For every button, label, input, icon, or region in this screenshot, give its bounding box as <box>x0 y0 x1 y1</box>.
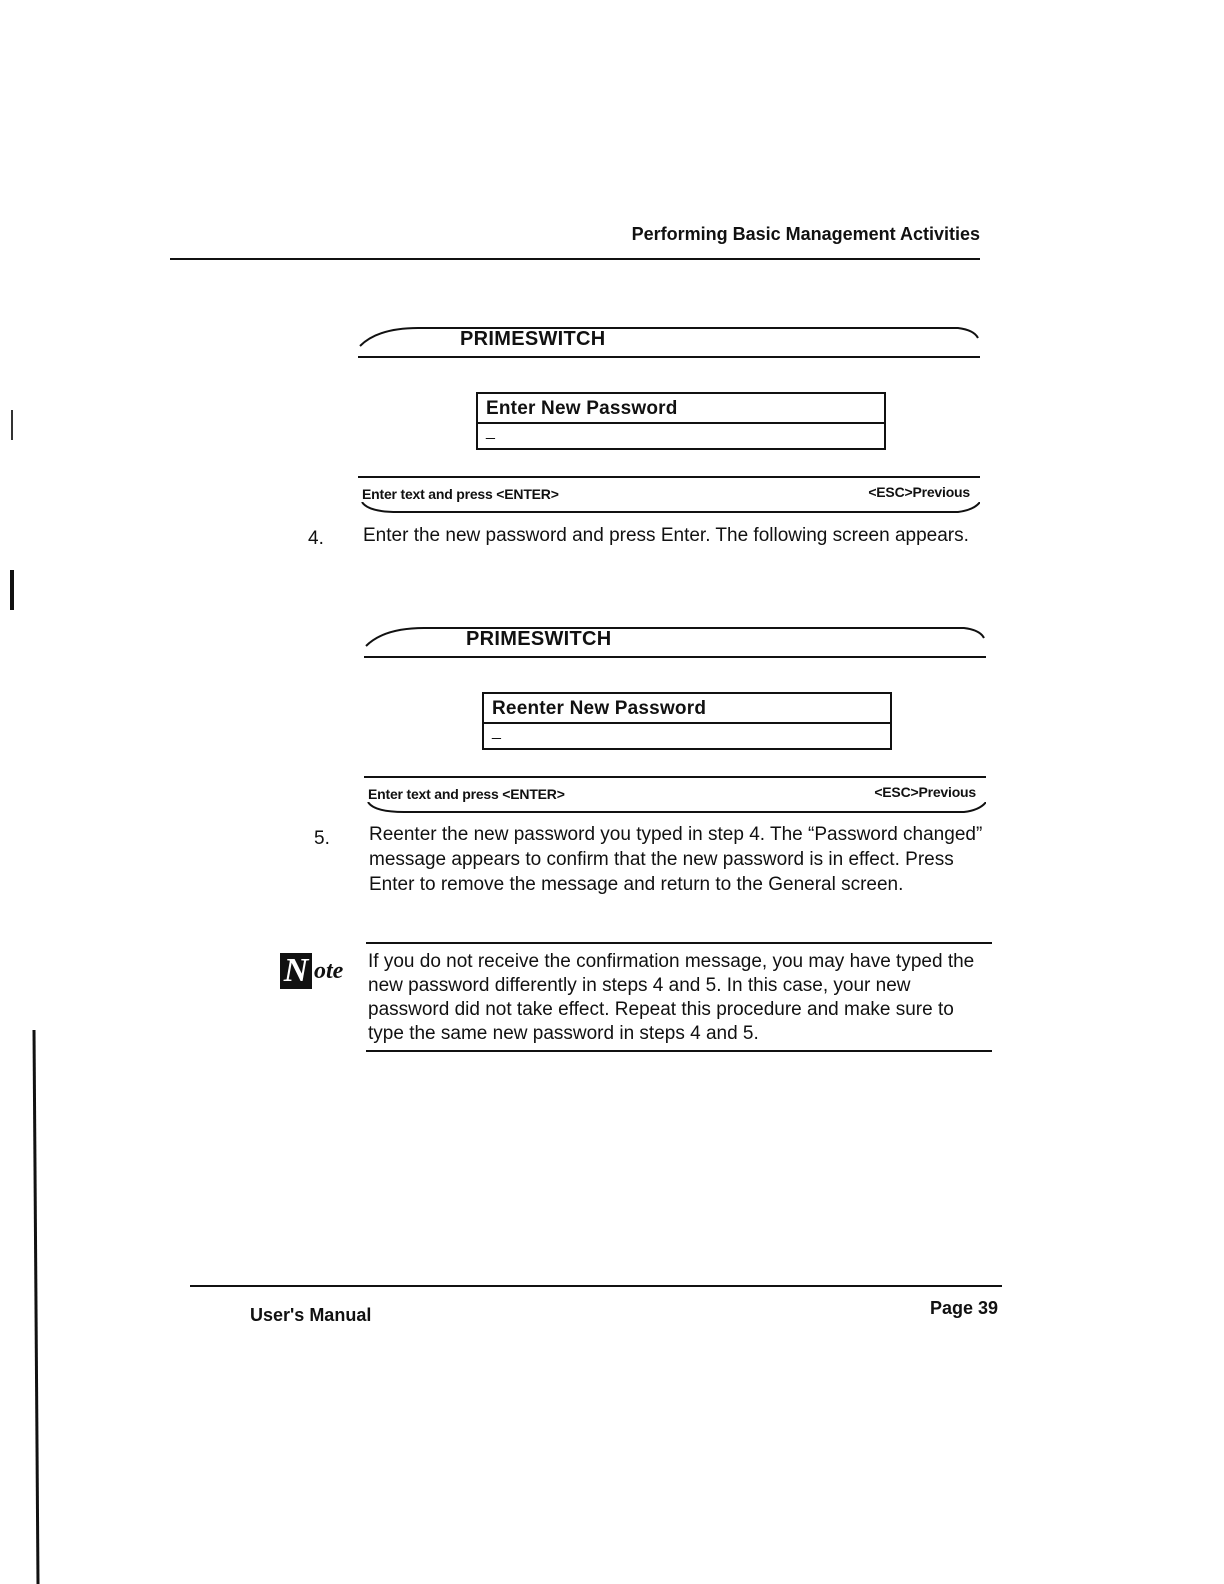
step-number: 5. <box>314 828 330 849</box>
screen-title: PRIMESWITCH <box>466 628 612 650</box>
scan-edge-artifact <box>0 0 60 1584</box>
esc-previous-hint: <ESC>Previous <box>874 784 976 800</box>
reenter-password-label: Reenter New Password <box>484 694 890 724</box>
screen-frame-bottom <box>364 802 986 820</box>
step-number: 4. <box>308 528 324 549</box>
terminal-screen-enter-password <box>358 326 980 526</box>
note-rule-bottom <box>366 1050 992 1052</box>
screen-title-rule <box>364 656 986 658</box>
header-rule <box>170 258 980 260</box>
enter-prompt: Enter text and press <ENTER> <box>362 486 559 502</box>
screen-status-rule <box>364 776 986 778</box>
footer-rule <box>190 1285 1002 1287</box>
reenter-password-input[interactable]: _ <box>492 723 501 740</box>
reenter-password-dialog <box>482 692 892 750</box>
note-rule-top <box>366 942 992 944</box>
note-text: If you do not receive the confirmation message, you may have typed the new password differently in steps 4 and 5. In this case, your new password did not take effect. Repeat this procedure and make sure to type the same new password in steps 4 and 5. <box>368 951 975 1044</box>
screen-status-rule <box>358 476 980 478</box>
note-icon: N <box>280 953 312 989</box>
enter-prompt: Enter text and press <ENTER> <box>368 786 565 802</box>
screen-frame-top <box>358 326 980 358</box>
new-password-input[interactable]: _ <box>486 423 495 440</box>
screen-title: PRIMESWITCH <box>460 328 606 350</box>
screen-title-rule <box>358 356 980 358</box>
note-label <box>280 952 343 990</box>
page-number: Page 39 <box>930 1298 999 1318</box>
new-password-dialog <box>476 392 886 450</box>
esc-previous-hint: <ESC>Previous <box>868 484 970 500</box>
screen-frame-top <box>364 626 986 658</box>
step-text: Reenter the new password you typed in step 4. The “Password changed” message appears to confirm that the new password is in effect. Press Enter to remove the message and return to the General screen. <box>369 824 983 895</box>
footer-manual-title: User's Manual <box>250 1305 372 1325</box>
terminal-screen-reenter-password <box>364 626 986 826</box>
note-label-text: ote <box>314 957 344 984</box>
screen-frame-bottom <box>358 502 980 520</box>
step-text: Enter the new password and press Enter. The following screen appears. <box>363 525 969 546</box>
new-password-label: Enter New Password <box>478 394 884 424</box>
running-header: Performing Basic Management Activities <box>631 224 980 244</box>
